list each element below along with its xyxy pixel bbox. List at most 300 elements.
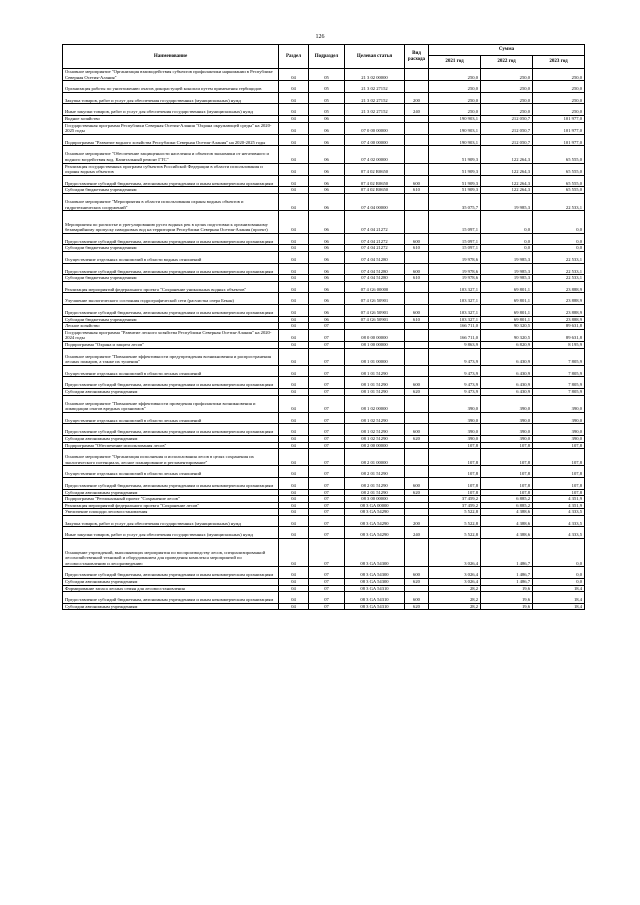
row-sum-2021: 28,2: [429, 603, 481, 610]
row-subsection: 06: [309, 122, 345, 134]
row-expense-type: [405, 466, 429, 478]
row-name: Государственная программа "Развитие лесного хозяйства Республики Северная Осетия-Алания" на 2020-2024 годы: [63, 329, 279, 341]
row-expense-type: [405, 539, 429, 567]
row-subsection: 06: [309, 187, 345, 194]
row-section: 04: [279, 263, 309, 275]
row-name: Закупка товаров, работ и услуг для обеспечения государственных (муниципальных) нужд: [63, 515, 279, 527]
row-sum-2021: 19 978,6: [429, 263, 481, 275]
row-target: 08 3 GA 54290: [345, 515, 405, 527]
row-subsection: 06: [309, 146, 345, 163]
row-subsection: 05: [309, 104, 345, 116]
row-sum-2022: 6 430,9: [481, 348, 533, 365]
row-target: 08 2 01 51290: [345, 489, 405, 496]
row-target: 21 3 02 27152: [345, 81, 405, 93]
row-name: Реализация мероприятий федерального проекта "Сохранение уникальных водных объектов": [63, 281, 279, 293]
row-subsection: 06: [309, 163, 345, 175]
row-sum-2022: 390,0: [481, 424, 533, 436]
row-subsection: 07: [309, 527, 345, 539]
row-sum-2021: 250,0: [429, 104, 481, 116]
row-subsection: 06: [309, 233, 345, 245]
row-sum-2022: 90 320,5: [481, 329, 533, 341]
row-subsection: 07: [309, 342, 345, 349]
table-row: [63, 592, 585, 604]
row-expense-type: 610: [405, 187, 429, 194]
table-row: [63, 163, 585, 175]
row-subsection: 07: [309, 424, 345, 436]
row-sum-2022: 250,0: [481, 104, 533, 116]
row-section: 04: [279, 466, 309, 478]
row-target: 07 4 04 51280: [345, 252, 405, 264]
row-expense-type: [405, 365, 429, 377]
table-row: [63, 395, 585, 412]
row-sum-2023: 4 351,9: [533, 502, 585, 509]
row-expense-type: [405, 502, 429, 509]
row-section: 04: [279, 193, 309, 210]
row-target: [345, 115, 405, 122]
row-target: [345, 323, 405, 330]
row-sum-2023: 250,0: [533, 81, 585, 93]
row-section: 04: [279, 449, 309, 466]
row-expense-type: 620: [405, 579, 429, 586]
row-expense-type: 200: [405, 92, 429, 104]
row-section: 04: [279, 477, 309, 489]
row-name: Основное мероприятие "Мероприятия в области использования охраны водных объектов и гидротехнических сооружений": [63, 193, 279, 210]
row-expense-type: 600: [405, 377, 429, 389]
row-section: 04: [279, 69, 309, 81]
row-subsection: 07: [309, 489, 345, 496]
row-subsection: 07: [309, 509, 345, 516]
row-subsection: 07: [309, 496, 345, 503]
row-name: Осуществление отдельных полномочий в области водных отношений: [63, 252, 279, 264]
table-row: [63, 115, 585, 122]
row-sum-2023: 390,0: [533, 435, 585, 442]
row-target: 08 1 02 51290: [345, 435, 405, 442]
row-target: 07 4 02 R0650: [345, 163, 405, 175]
row-sum-2021: 166 711,0: [429, 323, 481, 330]
row-target: 08 3 GA 54310: [345, 603, 405, 610]
row-sum-2023: 65 555,0: [533, 163, 585, 175]
row-section: 04: [279, 233, 309, 245]
row-name: Закупка товаров, работ и услуг для обеспечения государственных (муниципальных) нужд: [63, 92, 279, 104]
row-expense-type: [405, 442, 429, 449]
row-sum-2022: 0,0: [481, 245, 533, 252]
row-sum-2022: 4 388,6: [481, 509, 533, 516]
row-subsection: 06: [309, 316, 345, 323]
table-row: [63, 211, 585, 234]
table-row: [63, 539, 585, 567]
row-subsection: 06: [309, 193, 345, 210]
row-sum-2023: 22 533,1: [533, 275, 585, 282]
row-sum-2022: 0,0: [481, 233, 533, 245]
row-name: Формирование запаса лесных семян для лесовосстановления: [63, 585, 279, 592]
row-subsection: 07: [309, 502, 345, 509]
row-sum-2022: 19,6: [481, 592, 533, 604]
row-sum-2021: 9 473,9: [429, 388, 481, 395]
row-subsection: 07: [309, 466, 345, 478]
row-sum-2022: 69 801,1: [481, 293, 533, 305]
row-section: 04: [279, 377, 309, 389]
row-name: Субсидии бюджетным учреждениям: [63, 275, 279, 282]
row-subsection: 07: [309, 348, 345, 365]
row-section: 04: [279, 275, 309, 282]
row-section: 04: [279, 342, 309, 349]
row-expense-type: [405, 293, 429, 305]
row-subsection: 07: [309, 579, 345, 586]
row-sum-2022: 19 985,3: [481, 275, 533, 282]
row-section: 04: [279, 81, 309, 93]
row-sum-2021: 51 909,3: [429, 175, 481, 187]
row-section: 04: [279, 412, 309, 424]
row-section: 04: [279, 323, 309, 330]
row-sum-2023: 250,0: [533, 92, 585, 104]
row-subsection: 07: [309, 449, 345, 466]
row-target: 07 4 02 00000: [345, 146, 405, 163]
row-section: 04: [279, 502, 309, 509]
row-section: 04: [279, 245, 309, 252]
row-sum-2022: 6 885,2: [481, 496, 533, 503]
table-row: [63, 81, 585, 93]
row-subsection: 07: [309, 395, 345, 412]
table-row: [63, 567, 585, 579]
row-sum-2021: 103 327,1: [429, 293, 481, 305]
row-target: 08 1 01 51290: [345, 365, 405, 377]
row-subsection: 06: [309, 134, 345, 146]
row-target: 07 4 04 21272: [345, 211, 405, 234]
row-sum-2021: 15 097,1: [429, 211, 481, 234]
row-sum-2021: 9 863,9: [429, 342, 481, 349]
row-sum-2021: 390,0: [429, 424, 481, 436]
row-sum-2021: 28,2: [429, 592, 481, 604]
row-sum-2021: 190 903,1: [429, 122, 481, 134]
row-name: Предоставление субсидий бюджетным, автономным учреждениям и иным некоммерческим организациям: [63, 233, 279, 245]
row-name: Предоставление субсидий бюджетным, автономным учреждениям и иным некоммерческим организациям: [63, 263, 279, 275]
row-section: 04: [279, 122, 309, 134]
row-subsection: 07: [309, 435, 345, 442]
table-row: [63, 424, 585, 436]
row-section: 04: [279, 92, 309, 104]
row-sum-2021: 28,2: [429, 585, 481, 592]
header-sum: Сумма: [429, 45, 585, 56]
row-subsection: 07: [309, 442, 345, 449]
row-name: Субсидии бюджетным учреждениям: [63, 245, 279, 252]
row-sum-2022: 90 320,5: [481, 323, 533, 330]
row-sum-2022: 122 264,3: [481, 146, 533, 163]
row-subsection: 06: [309, 175, 345, 187]
row-target: 08 3 GA 54310: [345, 592, 405, 604]
header-section: Раздел: [279, 45, 309, 69]
table-row: [63, 579, 585, 586]
row-expense-type: [405, 412, 429, 424]
row-sum-2023: 0,0: [533, 579, 585, 586]
table-row: [63, 293, 585, 305]
row-sum-2022: 390,0: [481, 412, 533, 424]
table-row: [63, 69, 585, 81]
table-row: [63, 527, 585, 539]
row-subsection: 05: [309, 69, 345, 81]
row-name: Подпрограмма "Региональный проект "Сохранение лесов": [63, 496, 279, 503]
table-row: [63, 515, 585, 527]
row-sum-2023: 101 977,0: [533, 115, 585, 122]
row-target: 07 4 04 00000: [345, 193, 405, 210]
row-sum-2021: 250,0: [429, 69, 481, 81]
table-row: [63, 323, 585, 330]
row-name: Субсидии автономным учреждениям: [63, 489, 279, 496]
row-sum-2021: 250,0: [429, 92, 481, 104]
row-sum-2021: 3 026,4: [429, 579, 481, 586]
row-sum-2023: 89 631,8: [533, 323, 585, 330]
row-target: 08 1 02 00000: [345, 395, 405, 412]
table-row: [63, 412, 585, 424]
row-name: Осуществление отдельных полномочий в области лесных отношений: [63, 466, 279, 478]
row-sum-2021: 166 711,0: [429, 329, 481, 341]
row-sum-2022: 107,8: [481, 449, 533, 466]
row-sum-2023: 22 533,1: [533, 193, 585, 210]
row-sum-2023: 65 555,0: [533, 146, 585, 163]
row-sum-2021: 51 909,3: [429, 163, 481, 175]
row-subsection: 06: [309, 281, 345, 293]
row-sum-2022: 390,0: [481, 435, 533, 442]
row-sum-2021: 390,0: [429, 395, 481, 412]
row-target: 08 3 00 00000: [345, 496, 405, 503]
table-row: [63, 435, 585, 442]
row-sum-2021: 5 522,8: [429, 527, 481, 539]
row-section: 04: [279, 187, 309, 194]
row-sum-2021: 390,0: [429, 435, 481, 442]
row-sum-2021: 190 903,1: [429, 115, 481, 122]
row-sum-2021: 103 327,1: [429, 316, 481, 323]
table-row: [63, 496, 585, 503]
table-row: [63, 252, 585, 264]
row-sum-2023: 23 888,9: [533, 281, 585, 293]
row-target: 08 3 GA 54290: [345, 509, 405, 516]
row-sum-2021: 5 522,8: [429, 515, 481, 527]
row-sum-2021: 37 459,2: [429, 502, 481, 509]
row-sum-2022: 6 430,9: [481, 365, 533, 377]
row-sum-2021: 103 327,1: [429, 305, 481, 317]
row-sum-2022: 1 486,7: [481, 539, 533, 567]
table-row: [63, 449, 585, 466]
row-name: Предоставление субсидий бюджетным, автономным учреждениям и иным некоммерческим организациям: [63, 377, 279, 389]
row-expense-type: 600: [405, 424, 429, 436]
row-sum-2023: 107,8: [533, 449, 585, 466]
row-section: 04: [279, 329, 309, 341]
row-section: 04: [279, 489, 309, 496]
row-name: Субсидии автономным учреждениям: [63, 388, 279, 395]
row-section: 04: [279, 305, 309, 317]
row-expense-type: [405, 449, 429, 466]
row-section: 04: [279, 603, 309, 610]
row-section: 04: [279, 585, 309, 592]
row-target: 07 4 04 21272: [345, 245, 405, 252]
header-subsection: Подраздел: [309, 45, 345, 69]
row-name: Иные закупки товаров, работ и услуг для обеспечения государственных (муниципальных) нужд: [63, 104, 279, 116]
row-section: 04: [279, 104, 309, 116]
row-subsection: 06: [309, 252, 345, 264]
row-sum-2021: 9 473,9: [429, 348, 481, 365]
row-expense-type: [405, 509, 429, 516]
row-expense-type: 610: [405, 275, 429, 282]
row-name: Основное мероприятие "Повышение эффективности проведения профилактики возникновения и ликвидации очагов вредных организмов": [63, 395, 279, 412]
row-sum-2021: 9 473,9: [429, 365, 481, 377]
row-subsection: 06: [309, 211, 345, 234]
row-sum-2023: 18,4: [533, 603, 585, 610]
row-target: 08 1 02 51290: [345, 424, 405, 436]
row-sum-2022: 1 486,7: [481, 567, 533, 579]
row-sum-2022: 6 820,9: [481, 342, 533, 349]
row-name: Предоставление субсидий бюджетным, автономным учреждениям и иным некоммерческим организациям: [63, 592, 279, 604]
row-subsection: 07: [309, 412, 345, 424]
row-subsection: 06: [309, 115, 345, 122]
row-sum-2022: 19,6: [481, 603, 533, 610]
row-target: 07 0 00 00000: [345, 122, 405, 134]
row-sum-2023: 0,0: [533, 211, 585, 234]
row-expense-type: [405, 163, 429, 175]
row-section: 04: [279, 509, 309, 516]
row-expense-type: 610: [405, 316, 429, 323]
row-name: Мероприятия по расчистке и урегулированию русел водных рек в целях подготовки к организованному безаварийному пропуску паводковых вод на территории Республики Северная Осетия-Алания (проект): [63, 211, 279, 234]
row-name: Предоставление субсидий бюджетным, автономным учреждениям и иным некоммерческим организациям: [63, 305, 279, 317]
row-section: 04: [279, 435, 309, 442]
row-sum-2022: 69 801,1: [481, 281, 533, 293]
row-subsection: 07: [309, 603, 345, 610]
row-target: 08 0 00 00000: [345, 329, 405, 341]
row-sum-2022: 122 264,3: [481, 175, 533, 187]
row-name: Улучшение экологического состояния гидрографической сети (расчистка озера Бекан): [63, 293, 279, 305]
row-sum-2023: 390,0: [533, 412, 585, 424]
row-section: 04: [279, 146, 309, 163]
row-sum-2022: 212 050,7: [481, 134, 533, 146]
row-section: 04: [279, 252, 309, 264]
row-name: Субсидии автономным учреждениям: [63, 579, 279, 586]
row-name: Осуществление отдельных полномочий в области лесных отношений: [63, 412, 279, 424]
row-expense-type: [405, 211, 429, 234]
row-expense-type: [405, 329, 429, 341]
row-target: 08 2 01 51290: [345, 477, 405, 489]
row-subsection: 06: [309, 293, 345, 305]
row-subsection: 06: [309, 305, 345, 317]
table-row: [63, 146, 585, 163]
row-sum-2021: 103 327,1: [429, 281, 481, 293]
row-sum-2023: 18,4: [533, 592, 585, 604]
row-section: 04: [279, 316, 309, 323]
row-sum-2021: 37 459,2: [429, 496, 481, 503]
row-sum-2021: 19 978,6: [429, 275, 481, 282]
row-expense-type: 620: [405, 603, 429, 610]
row-sum-2022: 212 050,7: [481, 122, 533, 134]
row-sum-2023: 22 533,1: [533, 263, 585, 275]
row-sum-2021: 107,8: [429, 489, 481, 496]
row-section: 04: [279, 442, 309, 449]
row-sum-2023: 4 351,9: [533, 496, 585, 503]
table-row: [63, 175, 585, 187]
row-section: 04: [279, 163, 309, 175]
header-year-2023: 2023 год: [533, 56, 585, 69]
table-row: [63, 388, 585, 395]
row-sum-2021: 250,0: [429, 81, 481, 93]
row-name: Основное мероприятие "Организация исполнения и использования лесов в целях сохранения их экологического потенциала, лесное планирование и регламентирование": [63, 449, 279, 466]
row-sum-2023: 390,0: [533, 424, 585, 436]
row-target: 08 1 02 51290: [345, 412, 405, 424]
row-section: 04: [279, 567, 309, 579]
row-expense-type: [405, 122, 429, 134]
row-sum-2023: 7 805,9: [533, 388, 585, 395]
row-sum-2023: 65 555,0: [533, 187, 585, 194]
row-name: Основное мероприятие "Повышение эффективности предупреждения возникновения и распространения лесных пожаров, а также их тушения": [63, 348, 279, 365]
row-expense-type: 600: [405, 175, 429, 187]
row-target: 21 3 02 27152: [345, 92, 405, 104]
table-row: [63, 233, 585, 245]
row-name: Подпрограмма "Обеспечение использования лесов": [63, 442, 279, 449]
table-row: [63, 263, 585, 275]
table-row: [63, 275, 585, 282]
row-expense-type: [405, 134, 429, 146]
row-section: 04: [279, 175, 309, 187]
table-row: [63, 466, 585, 478]
row-sum-2023: 4 333,5: [533, 527, 585, 539]
row-sum-2022: 390,0: [481, 395, 533, 412]
row-sum-2021: 15 097,1: [429, 233, 481, 245]
row-sum-2021: 107,8: [429, 477, 481, 489]
row-expense-type: [405, 496, 429, 503]
row-subsection: 07: [309, 323, 345, 330]
table-row: [63, 104, 585, 116]
row-sum-2021: 51 909,3: [429, 146, 481, 163]
row-target: 08 2 00 00000: [345, 442, 405, 449]
row-sum-2021: 107,8: [429, 442, 481, 449]
row-target: 07 4 02 R0650: [345, 175, 405, 187]
row-sum-2023: 107,8: [533, 466, 585, 478]
row-target: 08 1 01 51290: [345, 388, 405, 395]
row-sum-2023: 0,0: [533, 233, 585, 245]
row-section: 04: [279, 293, 309, 305]
row-sum-2022: 19 985,3: [481, 252, 533, 264]
row-expense-type: [405, 281, 429, 293]
row-sum-2022: 6 430,9: [481, 388, 533, 395]
row-target: 08 1 01 00000: [345, 348, 405, 365]
row-subsection: 07: [309, 592, 345, 604]
row-sum-2023: 18,4: [533, 585, 585, 592]
row-name: Подпрограмма "Развитие водного хозяйства Республики Северная Осетия-Алания" на 2020-2025 годы: [63, 134, 279, 146]
row-section: 04: [279, 115, 309, 122]
row-sum-2023: 7 805,9: [533, 348, 585, 365]
budget-table: [62, 44, 585, 610]
row-name: Субсидии бюджетным учреждениям: [63, 187, 279, 194]
table-row: [63, 477, 585, 489]
row-sum-2021: 3 026,4: [429, 567, 481, 579]
table-row: [63, 329, 585, 341]
row-subsection: 07: [309, 377, 345, 389]
row-expense-type: 600: [405, 477, 429, 489]
row-expense-type: 620: [405, 435, 429, 442]
table-row: [63, 502, 585, 509]
row-sum-2022: 0,0: [481, 211, 533, 234]
header-expense-type: Вид расхода: [405, 45, 429, 69]
row-name: Основное мероприятие "Организация взаимодействия субъектов профилактики наркомании в Республике Северная Осетия-Алания": [63, 69, 279, 81]
row-sum-2023: 101 977,0: [533, 122, 585, 134]
row-expense-type: 200: [405, 515, 429, 527]
row-sum-2022: 212 050,7: [481, 115, 533, 122]
row-sum-2021: 107,8: [429, 466, 481, 478]
row-name: Увеличение площади лесовосстановления: [63, 509, 279, 516]
row-section: 04: [279, 527, 309, 539]
row-section: 04: [279, 134, 309, 146]
row-section: 04: [279, 592, 309, 604]
row-sum-2023: 0,0: [533, 245, 585, 252]
row-subsection: 07: [309, 365, 345, 377]
row-subsection: 07: [309, 477, 345, 489]
table-row: [63, 342, 585, 349]
row-sum-2022: 122 264,3: [481, 163, 533, 175]
